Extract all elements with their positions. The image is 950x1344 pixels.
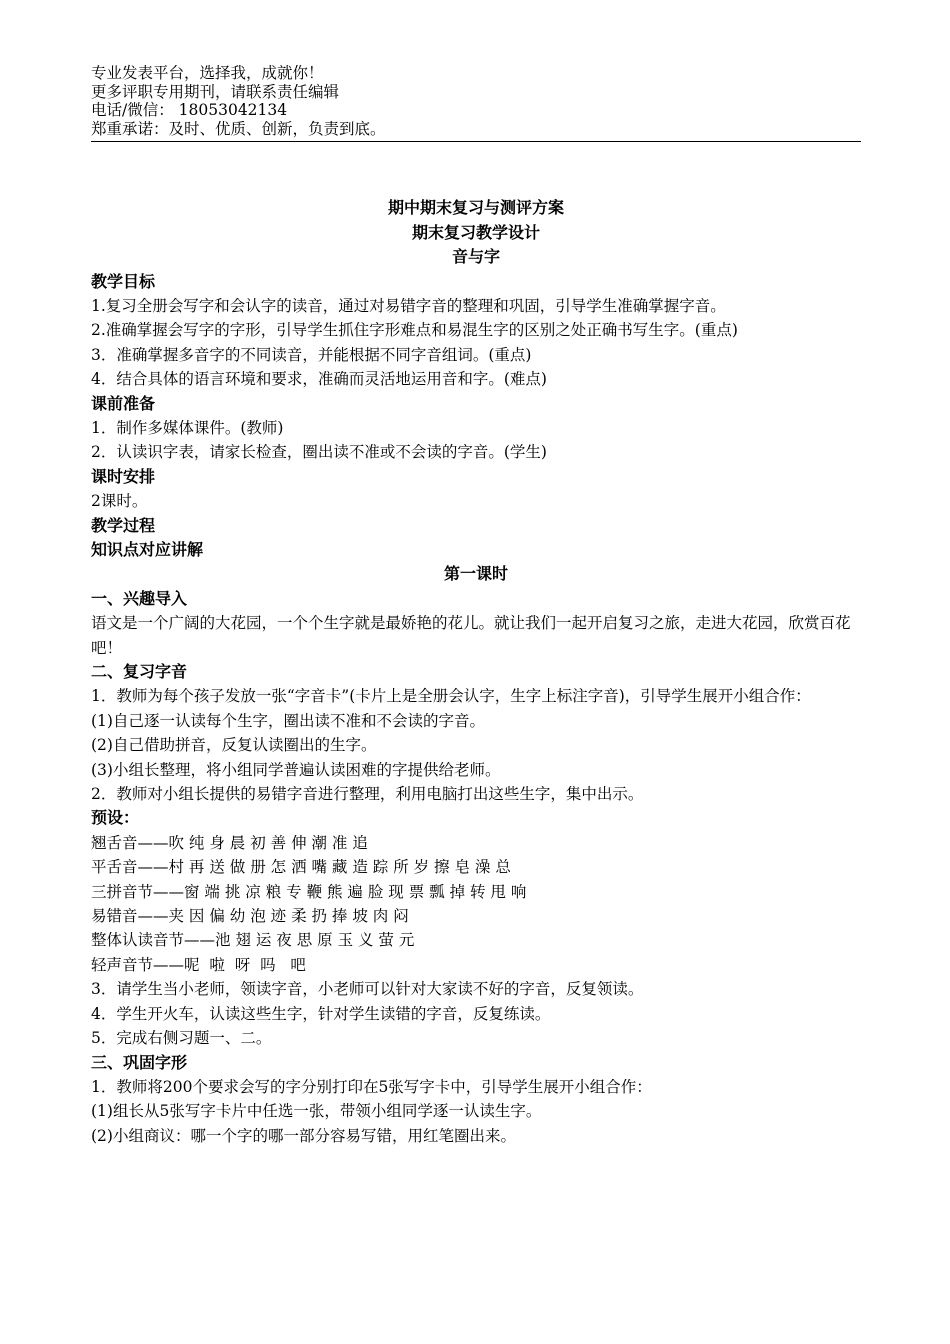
goal-item: 1.复习全册会写字和会认字的读音，通过对易错字音的整理和巩固，引导学生准确掌握字音。 — [91, 296, 726, 315]
part2-after-item: 5．完成右侧习题一、二。 — [91, 1029, 272, 1048]
preset-line: 易错音——夹 因 偏 幼 泡 迹 柔 扔 捧 坡 肉 闷 — [91, 907, 409, 926]
part3-item: (1)组长从5张写字卡片中任选一张，带领小组同学逐一认读生字。 — [91, 1102, 542, 1121]
promo-line: 郑重承诺：及时、优质、创新，负责到底。 — [91, 119, 386, 138]
preset-line: 轻声音节——呢 啦 呀 吗 吧 — [91, 955, 306, 974]
part2-after-item: 3．请学生当小老师，领读字音，小老师可以针对大家读不好的字音，反复领读。 — [91, 980, 644, 999]
part2-item: (2)自己借助拼音，反复认读圈出的生字。 — [91, 736, 377, 755]
subtitle: 期末复习教学设计 — [411, 222, 540, 242]
promo-line: 专业发表平台，选择我，成就你！ — [91, 64, 324, 82]
goal-item: 2.准确掌握会写字的字形，引导学生抓住字形难点和易混生字的区别之处正确书写生字。(重点) — [91, 321, 738, 340]
preset-line: 三拼音节——窗 端 挑 凉 粮 专 鞭 熊 遍 脸 现 票 瓢 掉 转 甩 响 — [91, 882, 527, 901]
document-page — [91, 64, 861, 1148]
promo-line: 更多评职专用期刊，请联系责任编辑 — [91, 82, 340, 101]
part2-after-item: 4．学生开火车，认读这些生字，针对学生读错的字音，反复练读。 — [91, 1004, 551, 1023]
part3-item: (2)小组商议：哪一个字的哪一部分容易写错，用红笔圈出来。 — [91, 1126, 516, 1145]
goal-item: 4．结合具体的语言环境和要求，准确而灵活地运用音和字。(难点) — [91, 370, 547, 389]
lesson-title: 第一课时 — [443, 564, 508, 584]
section-heading-schedule: 课时安排 — [91, 466, 156, 486]
part2-item: 1．教师为每个孩子发放一张“字音卡”(卡片上是全册会认字，生字上标注字音)，引导学生展开小组合作： — [91, 687, 811, 706]
part2-item: (1)自己逐一认读每个生字，圈出读不准和不会读的字音。 — [91, 711, 485, 730]
part2-heading: 二、复习字音 — [91, 662, 188, 681]
prep-item: 1．制作多媒体课件。(教师) — [91, 418, 284, 437]
prep-item: 2．认读识字表，请家长检查，圈出读不准或不会读的字音。(学生) — [91, 443, 547, 462]
schedule-text: 2课时。 — [91, 492, 148, 511]
document-body — [91, 270, 861, 1149]
section-heading-process: 教学过程 — [91, 515, 156, 535]
part3-heading: 三、巩固字形 — [91, 1052, 188, 1072]
preset-line: 翘舌音——吹 纯 身 晨 初 善 伸 潮 准 追 — [91, 833, 368, 852]
preset-line: 平舌音——村 再 送 做 册 怎 洒 嘴 藏 造 踪 所 岁 擦 皂 澡 总 — [91, 858, 511, 877]
title-block — [91, 196, 861, 270]
preset-line: 整体认读音节——池 翅 运 夜 思 原 玉 义 萤 元 — [91, 931, 415, 950]
header-divider — [91, 141, 861, 142]
promo-header — [91, 64, 861, 138]
part1-text: 语文是一个广阔的大花园，一个个生字就是最娇艳的花儿。就让我们一起开启复习之旅，走进大花园，欣赏百花吧！ — [91, 614, 851, 657]
section-heading-prep: 课前准备 — [91, 393, 156, 413]
goal-item: 3．准确掌握多音字的不同读音，并能根据不同字音组词。(重点) — [91, 345, 532, 364]
part3-item: 1．教师将200个要求会写的字分别打印在5张写字卡中，引导学生展开小组合作： — [91, 1077, 652, 1096]
section-heading-goals: 教学目标 — [91, 271, 156, 291]
promo-line: 电话/微信： 18053042134 — [91, 101, 288, 119]
main-title: 期中期末复习与测评方案 — [387, 198, 564, 217]
preset-label: 预设： — [91, 808, 140, 828]
subheading-knowledge: 知识点对应讲解 — [91, 539, 204, 559]
part2-item: 2．教师对小组长提供的易错字音进行整理，利用电脑打出这些生字，集中出示。 — [91, 785, 644, 804]
part2-item: (3)小组长整理，将小组同学普遍认读困难的字提供给老师。 — [91, 760, 501, 779]
topic-title: 音与字 — [451, 247, 500, 266]
part1-heading: 一、兴趣导入 — [91, 588, 188, 608]
